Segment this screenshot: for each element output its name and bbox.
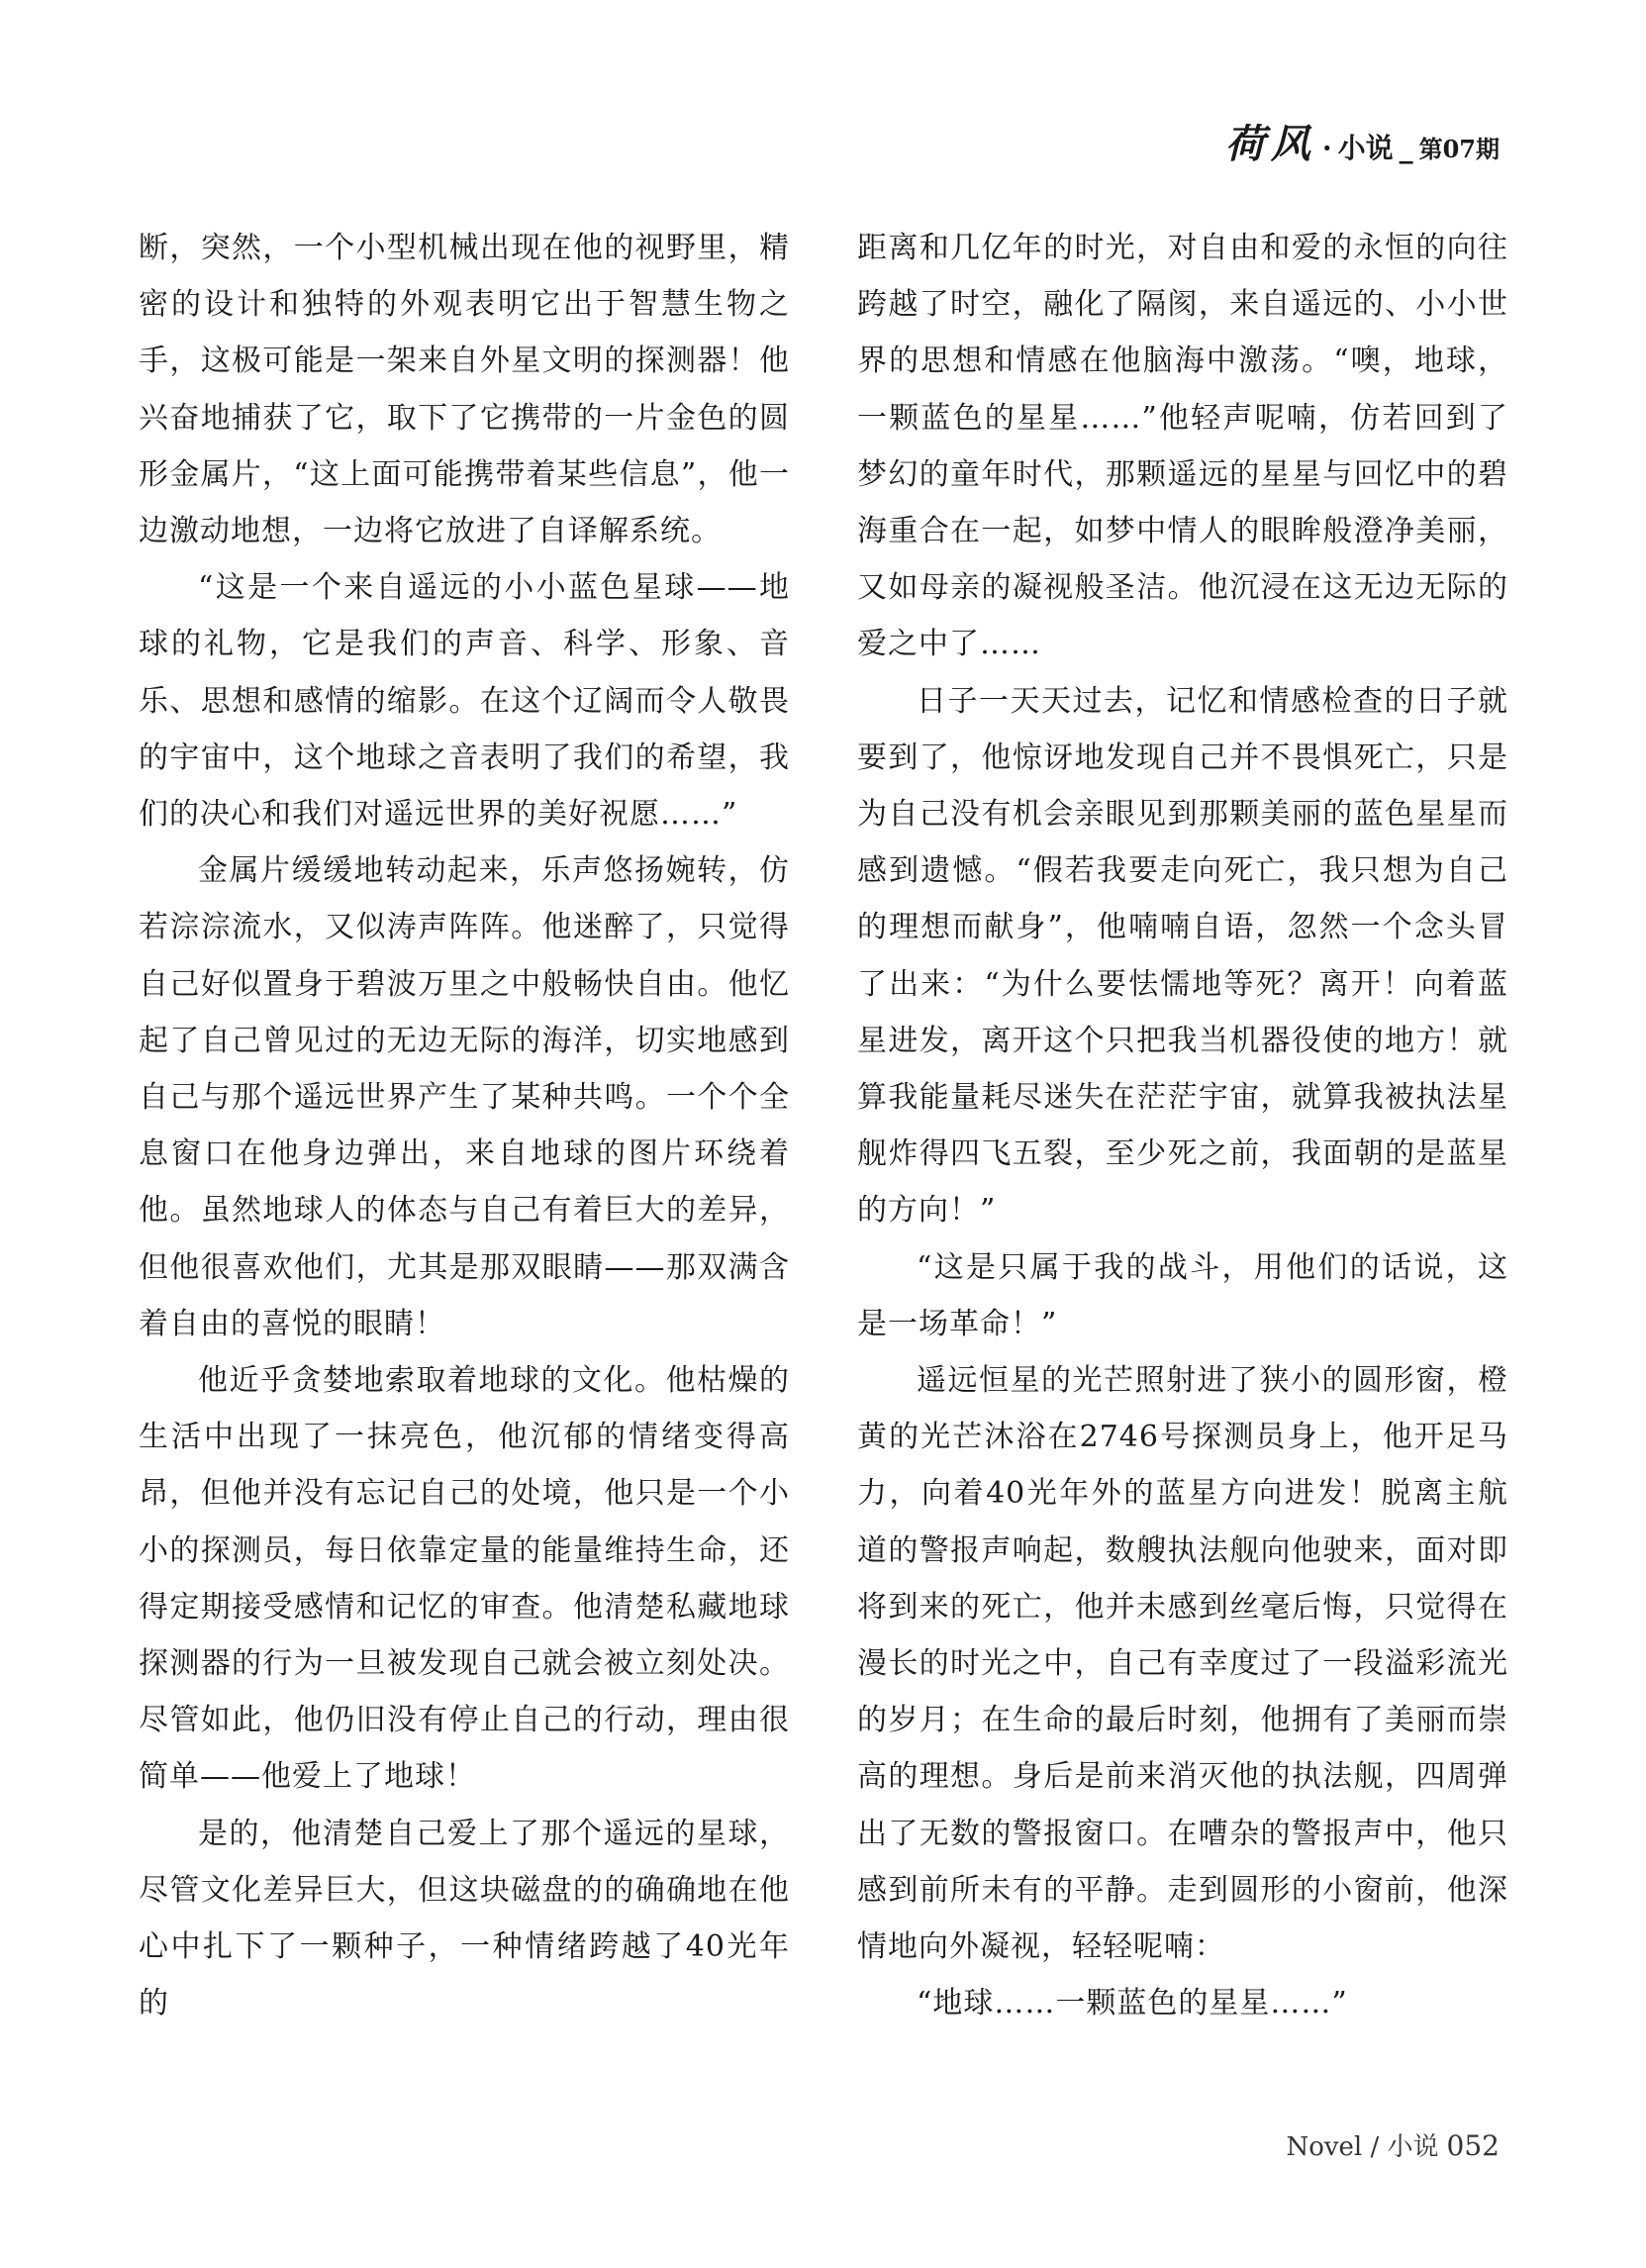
article-body — [139, 220, 1508, 2071]
paragraph: 日子一天天过去，记忆和情感检查的日子就要到了，他惊讶地发现自己并不畏惧死亡，只是为自己没有机会亲眼见到那颗美丽的蓝色星星而感到遗憾。“假若我要走向死亡，我只想为自己的理想而献身”，他喃喃自语，忽然一个念头冒了出来：“为什么要怯懦地等死？离开！向着蓝星进发，离开这个只把我当机器役使的地方！就算我能量耗尽迷失在茫茫宇宙，就算我被执法星舰炸得四飞五裂，至少死之前，我面朝的是蓝星的方向！” — [857, 683, 1508, 1229]
paragraph: 距离和几亿年的时光，对自由和爱的永恒的向往跨越了时空，融化了隔阂，来自遥远的、小小世界的思想和情感在他脑海中激荡。“噢，地球，一颗蓝色的星星……”他轻声呢喃，仿若回到了梦幻的童年时代，那颗遥远的星星与回忆中的碧海重合在一起，如梦中情人的眼眸般澄净美丽，又如母亲的凝视般圣洁。他沉浸在这无边无际的爱之中了…… — [857, 231, 1508, 662]
paragraph: “地球……一颗蓝色的星星……” — [917, 1986, 1348, 2021]
footer-label: Novel / 小说 — [1286, 2132, 1439, 2162]
page-footer — [1286, 2126, 1500, 2163]
header-dot: · — [1321, 132, 1332, 164]
magazine-brand: 荷风 — [1224, 121, 1316, 167]
page-number: 052 — [1446, 2129, 1500, 2162]
paragraph: 金属片缓缓地转动起来，乐声悠扬婉转，仿若淙淙流水，又似涛声阵阵。他迷醉了，只觉得自己好似置身于碧波万里之中般畅快自由。他忆起了自己曾见过的无边无际的海洋，切实地感到自己与那个遥远世界产生了某种共鸣。一个个全息窗口在他身边弹出，来自地球的图片环绕着他。虽然地球人的体态与自己有着巨大的差异，但他很喜欢他们，尤其是那双眼睛——那双满含着自由的喜悦的眼睛！ — [139, 853, 790, 1341]
section-name: 小说 — [1337, 132, 1394, 164]
page-header — [1225, 113, 1500, 169]
paragraph: “这是只属于我的战斗，用他们的话说，这是一场革命！” — [857, 1249, 1508, 1341]
left-column — [139, 220, 790, 2071]
paragraph: “这是一个来自遥远的小小蓝色星球——地球的礼物，它是我们的声音、科学、形象、音乐、思想和感情的缩影。在这个辽阔而令人敬畏的宇宙中，这个地球之音表明了我们的希望，我们的决心和我们对遥远世界的美好祝愿……” — [139, 570, 790, 833]
paragraph: 他近乎贪婪地索取着地球的文化。他枯燥的生活中出现了一抹亮色，他沉郁的情绪变得高昂，但他并没有忘记自己的处境，他只是一个小小的探测员，每日依靠定量的能量维持生命，还得定期接受感情和记忆的审查。他清楚私藏地球探测器的行为一旦被发现自己就会被立刻处决。尽管如此，他仍旧没有停止自己的行动，理由很简单——他爱上了地球！ — [139, 1363, 790, 1795]
issue-number: 第07期 — [1418, 135, 1500, 163]
header-separator: _ — [1399, 132, 1413, 164]
paragraph: 是的，他清楚自己爱上了那个遥远的星球，尽管文化差异巨大，但这块磁盘的的确确地在他心中扎下了一颗种子，一种情绪跨越了40光年的 — [139, 1816, 790, 2021]
paragraph: 遥远恒星的光芒照射进了狭小的圆形窗，橙黄的光芒沐浴在2746号探测员身上，他开足马力，向着40光年外的蓝星方向进发！脱离主航道的警报声响起，数艘执法舰向他驶来，面对即将到来的死亡，他并未感到丝毫后悔，只觉得在漫长的时光之中，自己有幸度过了一段溢彩流光的岁月；在生命的最后时刻，他拥有了美丽而崇高的理想。身后是前来消灭他的执法舰，四周弹出了无数的警报窗口。在嘈杂的警报声中，他只感到前所未有的平静。走到圆形的小窗前，他深情地向外凝视，轻轻呢喃： — [857, 1363, 1508, 1965]
right-column — [857, 220, 1508, 2071]
paragraph: 断，突然，一个小型机械出现在他的视野里，精密的设计和独特的外观表明它出于智慧生物之手，这极可能是一架来自外星文明的探测器！他兴奋地捕获了它，取下了它携带的一片金色的圆形金属片，“这上面可能携带着某些信息”，他一边激动地想，一边将它放进了自译解系统。 — [139, 231, 790, 549]
